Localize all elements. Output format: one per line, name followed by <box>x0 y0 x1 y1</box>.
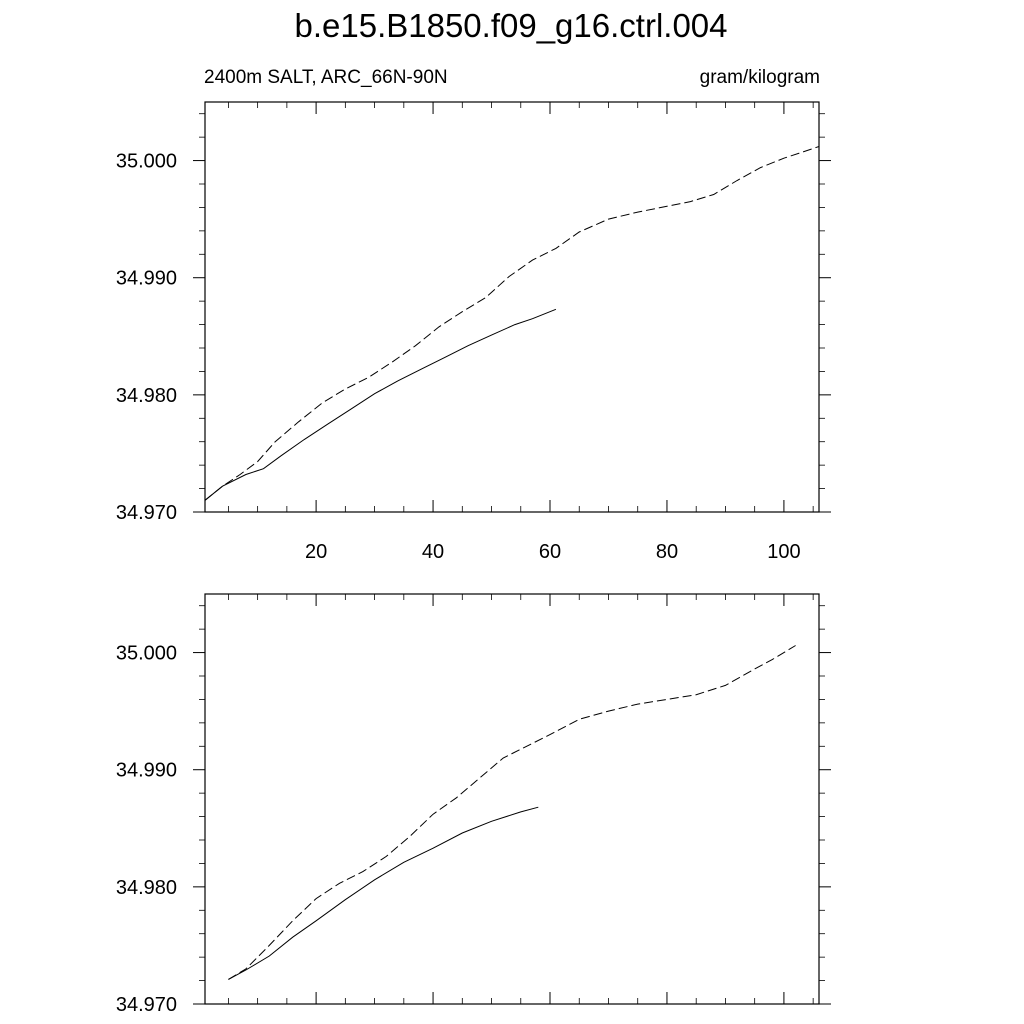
series-lines <box>228 646 795 980</box>
y-tick-label: 34.970 <box>115 994 177 1016</box>
x-tick-label: 80 <box>655 541 679 563</box>
y-tick-label: 34.980 <box>115 876 177 899</box>
plot-frame <box>205 102 819 512</box>
series-line-solid <box>205 309 556 500</box>
x-tick-label: 40 <box>421 541 445 563</box>
x-tick-label: 60 <box>538 541 562 563</box>
y-tick-label: 34.980 <box>115 384 177 407</box>
series-line-dash <box>228 646 795 980</box>
tick-marks <box>193 594 831 1004</box>
panel-top <box>116 67 831 563</box>
y-tick-label: 34.990 <box>115 267 177 290</box>
panel-units-label: gram/kilogram <box>699 67 820 88</box>
tick-labels <box>116 151 801 563</box>
series-lines <box>205 147 819 501</box>
y-tick-label: 35.000 <box>115 642 177 665</box>
x-tick-label: 20 <box>304 541 328 563</box>
panel-left-label: 2400m SALT, ARC_66N-90N <box>204 67 448 88</box>
y-tick-label: 34.990 <box>115 759 177 782</box>
tick-labels <box>116 643 177 1016</box>
figure-title: b.e15.B1850.f09_g16.ctrl.004 <box>294 7 728 44</box>
y-tick-label: 35.000 <box>115 150 177 173</box>
x-tick-label: 100 <box>767 541 801 563</box>
series-line-solid <box>228 807 538 979</box>
plot-frame <box>205 594 819 1004</box>
panel-bottom <box>116 594 831 1016</box>
y-tick-label: 34.970 <box>115 502 177 524</box>
series-line-dash <box>205 147 819 501</box>
